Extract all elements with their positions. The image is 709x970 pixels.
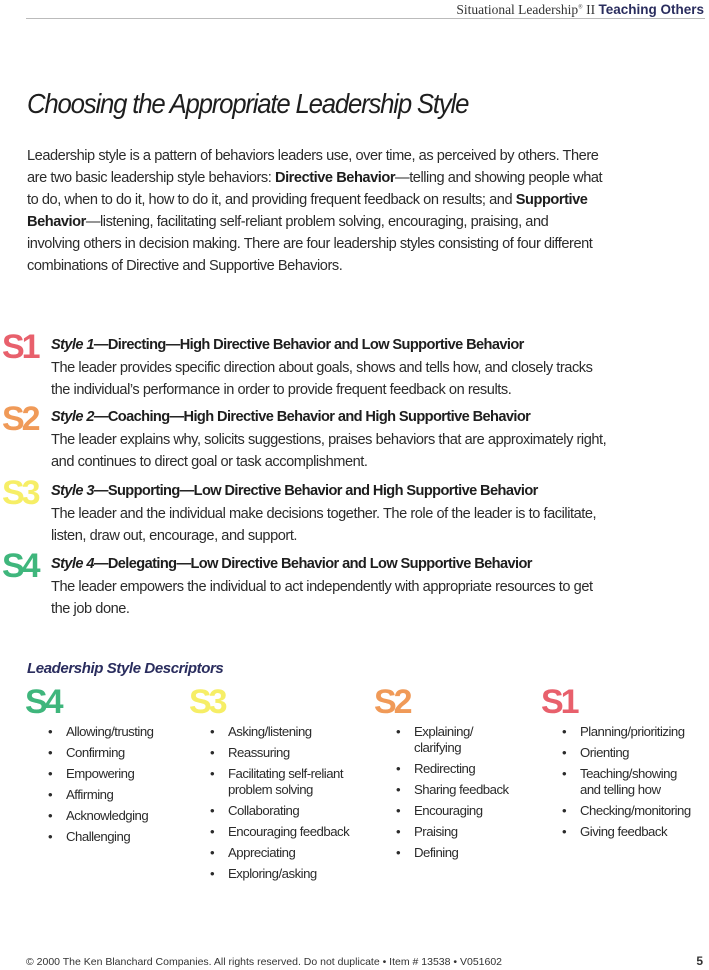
descriptor-list — [48, 724, 154, 850]
intro-paragraph — [27, 145, 602, 277]
bullet-icon: • — [48, 766, 53, 781]
descriptors-title: Leadership Style Descriptors — [27, 660, 224, 677]
bullet-icon: • — [562, 803, 567, 818]
descriptor-item — [562, 766, 691, 798]
descriptor-item — [210, 724, 349, 740]
descriptor-text: Acknowledging — [66, 808, 149, 823]
bold-term: Supportive — [515, 192, 588, 208]
descriptor-badge-s3: S3 — [189, 683, 225, 721]
descriptor-item — [48, 808, 154, 824]
descriptor-text: Collaborating — [228, 803, 300, 818]
bullet-icon: • — [396, 803, 401, 818]
descriptor-text: Redirecting — [414, 761, 476, 776]
style-heading — [51, 335, 524, 355]
bullet-icon: • — [396, 724, 401, 739]
description-line: the individual’s performance in order to provide frequent feedback on results. — [51, 382, 512, 398]
descriptor-item — [210, 866, 349, 882]
style-badge-s4: S4 — [2, 547, 38, 585]
description-line: listen, draw out, encourage, and support. — [51, 528, 298, 544]
style-number: Style 4 — [51, 556, 94, 572]
style-description — [51, 503, 596, 547]
descriptor-item — [210, 824, 350, 840]
bullet-icon: • — [210, 745, 215, 760]
bullet-icon: • — [562, 745, 567, 760]
descriptor-text: Reassuring — [228, 745, 290, 760]
descriptor-badge-s4: S4 — [25, 683, 61, 721]
style-description — [51, 357, 593, 401]
bullet-icon: • — [562, 766, 567, 781]
text-segment: combinations of Directive and Supportive Behaviors. — [27, 258, 343, 274]
descriptor-item — [396, 803, 509, 819]
style-1 — [0, 328, 709, 401]
descriptor-item — [48, 724, 154, 740]
bullet-icon: • — [48, 829, 53, 844]
page-title: Choosing the Appropriate Leadership Style — [27, 88, 469, 119]
text-segment: involving others in decision making. There are four leadership styles consisting of four different — [27, 236, 593, 252]
descriptor-item — [210, 745, 349, 761]
text-segment: —listening, facilitating self-reliant problem solving, encouraging, praising, and — [85, 214, 549, 230]
descriptor-text: Orienting — [580, 745, 630, 760]
descriptor-item — [48, 829, 154, 845]
descriptor-text: Affirming — [66, 787, 114, 802]
descriptor-list — [396, 724, 509, 866]
descriptor-list — [562, 724, 691, 845]
style-heading — [51, 481, 538, 501]
style-description — [51, 576, 593, 620]
descriptor-text: Exploring/asking — [228, 866, 317, 881]
descriptor-text: Giving feedback — [580, 824, 668, 839]
style-number: Style 1 — [51, 337, 94, 353]
descriptor-text: Checking/monitoring — [580, 803, 691, 818]
intro-line — [27, 255, 602, 277]
intro-line — [27, 211, 602, 233]
series-suffix: II — [582, 2, 599, 17]
bullet-icon: • — [562, 724, 567, 739]
descriptor-item — [562, 803, 691, 819]
style-heading — [51, 407, 530, 427]
descriptor-text: Challenging — [66, 829, 131, 844]
header-rule — [26, 18, 705, 19]
description-line: The leader explains why, solicits suggestions, praises behaviors that are approximately right, — [51, 432, 607, 448]
descriptor-text: Facilitating self-reliant problem solving — [228, 766, 344, 797]
style-3 — [0, 474, 709, 547]
style-number: Style 3 — [51, 483, 94, 499]
bullet-icon: • — [210, 766, 215, 781]
descriptor-badge-s1: S1 — [541, 683, 577, 721]
style-number: Style 2 — [51, 409, 94, 425]
descriptor-text: Confirming — [66, 745, 125, 760]
descriptor-text: Encouraging — [414, 803, 483, 818]
footer-copyright: © 2000 The Ken Blanchard Companies. All rights reserved. Do not duplicate • Item # 13538 • V051602 — [26, 956, 503, 968]
series-name: Situational Leadership — [456, 2, 579, 17]
text-segment: to do, when to do it, how to do it, and providing frequent feedback on results; and — [27, 192, 516, 208]
descriptor-item — [48, 766, 154, 782]
descriptor-item — [562, 724, 691, 740]
descriptor-text: Explaining/ clarifying — [414, 724, 474, 755]
descriptor-text: Asking/listening — [228, 724, 312, 739]
intro-line — [27, 189, 602, 211]
bullet-icon: • — [210, 724, 215, 739]
style-badge-s3: S3 — [2, 474, 38, 512]
descriptor-text: Planning/prioritizing — [580, 724, 685, 739]
style-heading-text: —Coaching—High Directive Behavior and High Supportive Behavior — [93, 409, 531, 425]
descriptor-badge-s2: S2 — [374, 683, 410, 721]
bullet-icon: • — [396, 782, 401, 797]
descriptor-item — [210, 845, 349, 861]
descriptor-text: Appreciating — [228, 845, 296, 860]
intro-line — [27, 167, 602, 189]
style-badge-s1: S1 — [2, 328, 38, 366]
description-line: and continues to direct goal or task accomplishment. — [51, 454, 368, 470]
descriptor-text: Praising — [414, 824, 458, 839]
descriptor-item — [396, 724, 509, 756]
registered-mark: ® — [578, 4, 583, 11]
bullet-icon: • — [210, 845, 215, 860]
style-badge-s2: S2 — [2, 400, 38, 438]
descriptor-list — [210, 724, 350, 887]
descriptor-text: Encouraging feedback — [228, 824, 350, 839]
section-name: Teaching Others — [598, 2, 704, 17]
descriptor-item — [396, 845, 509, 861]
bullet-icon: • — [210, 824, 215, 839]
text-segment: are two basic leadership style behaviors: — [27, 170, 275, 186]
descriptor-item — [48, 787, 154, 803]
descriptor-text: Sharing feedback — [414, 782, 509, 797]
style-heading-text: —Directing—High Directive Behavior and Low Supportive Behavior — [93, 337, 524, 353]
descriptor-item — [396, 761, 509, 777]
running-header — [456, 2, 704, 18]
descriptor-item — [396, 782, 509, 798]
descriptor-item — [396, 824, 509, 840]
text-segment: —telling and showing people what — [395, 170, 603, 186]
intro-line — [27, 233, 602, 255]
bold-term: Directive Behavior — [274, 170, 396, 186]
style-4 — [0, 547, 709, 620]
bullet-icon: • — [210, 803, 215, 818]
bullet-icon: • — [48, 724, 53, 739]
bullet-icon: • — [562, 824, 567, 839]
descriptor-text: Defining — [414, 845, 459, 860]
descriptor-item — [48, 745, 154, 761]
style-heading — [51, 554, 532, 574]
descriptor-text: Teaching/showing and telling how — [580, 766, 677, 797]
description-line: The leader empowers the individual to act independently with appropriate resources to get — [51, 579, 593, 595]
style-description — [51, 429, 606, 473]
bullet-icon: • — [48, 745, 53, 760]
bold-term: Behavior — [27, 214, 86, 230]
descriptor-item — [210, 803, 349, 819]
intro-line — [27, 145, 602, 167]
page-number: 5 — [696, 954, 703, 968]
descriptor-item — [210, 766, 349, 798]
bullet-icon: • — [48, 808, 53, 823]
bullet-icon: • — [210, 866, 215, 881]
descriptor-item — [562, 824, 691, 840]
text-segment: Leadership style is a pattern of behaviors leaders use, over time, as perceived by others. There — [27, 148, 599, 164]
bullet-icon: • — [396, 824, 401, 839]
descriptor-item — [562, 745, 691, 761]
bullet-icon: • — [48, 787, 53, 802]
description-line: the job done. — [51, 601, 130, 617]
style-heading-text: —Delegating—Low Directive Behavior and Low Supportive Behavior — [93, 556, 532, 572]
bullet-icon: • — [396, 761, 401, 776]
descriptor-text: Empowering — [66, 766, 135, 781]
style-2 — [0, 400, 709, 473]
style-heading-text: —Supporting—Low Directive Behavior and High Supportive Behavior — [93, 483, 538, 499]
description-line: The leader provides specific direction about goals, shows and tells how, and closely tracks — [51, 360, 593, 376]
bullet-icon: • — [396, 845, 401, 860]
description-line: The leader and the individual make decisions together. The role of the leader is to facilitate, — [51, 506, 597, 522]
descriptor-text: Allowing/trusting — [66, 724, 154, 739]
